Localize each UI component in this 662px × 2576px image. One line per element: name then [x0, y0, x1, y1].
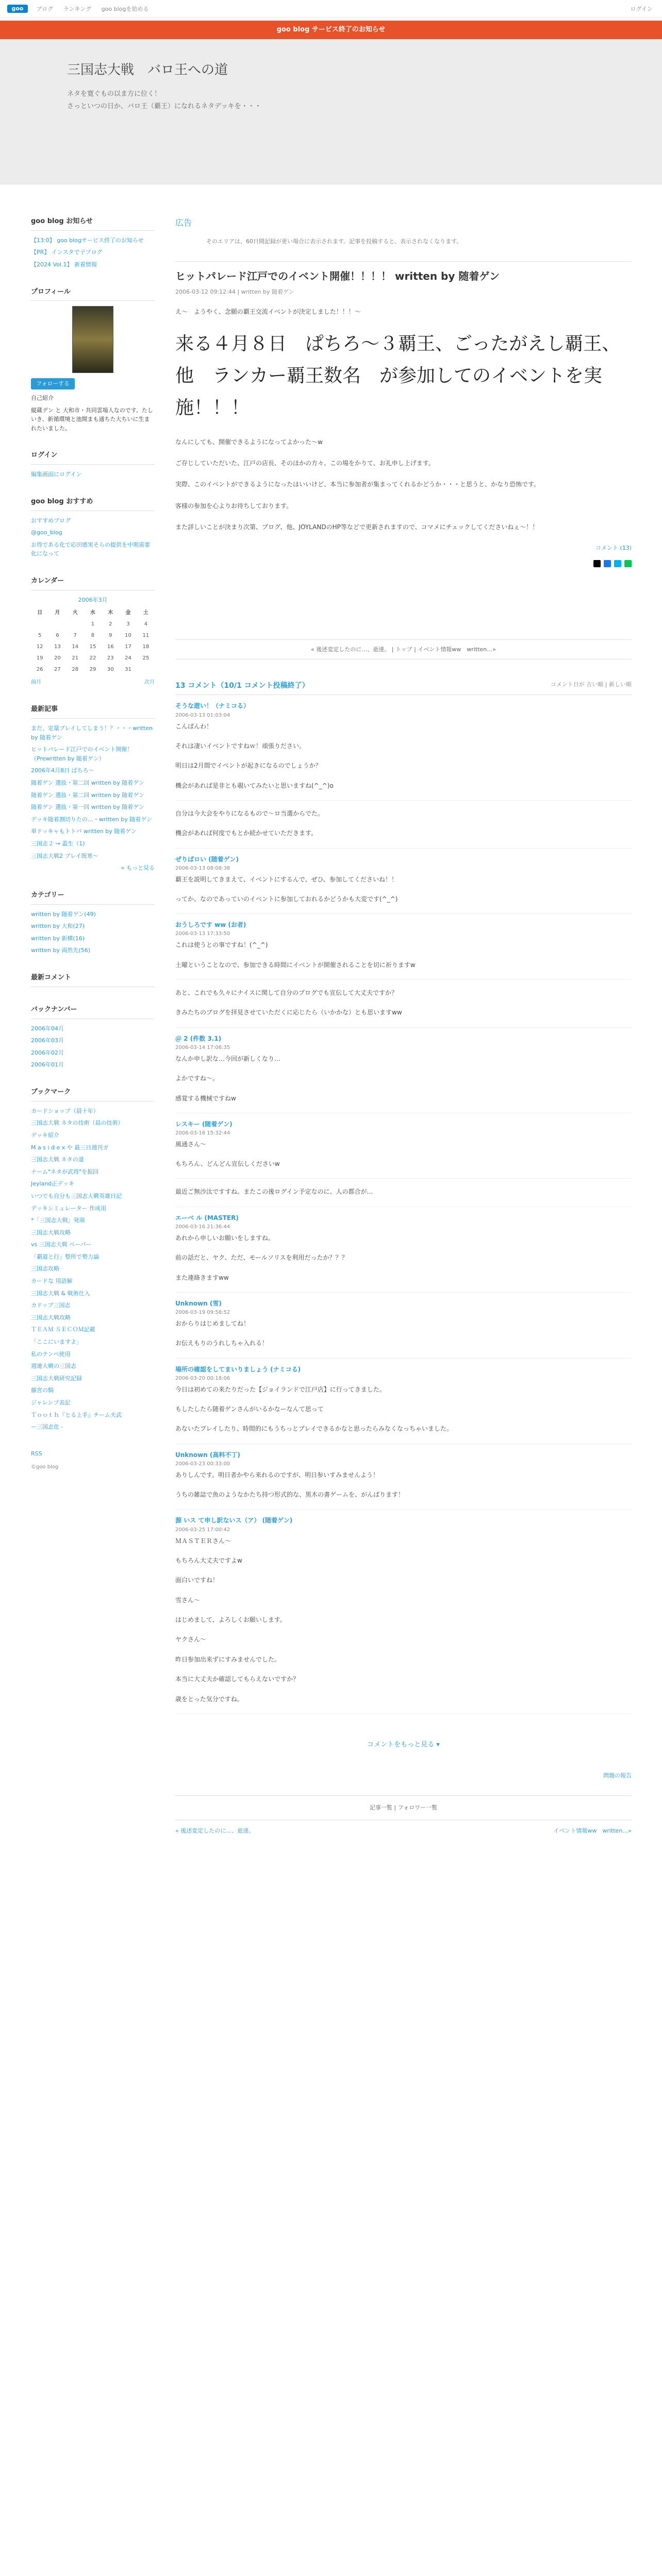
backnumber-title: バックナンバー — [31, 1005, 155, 1019]
comment-item — [175, 1293, 632, 1359]
recent-item[interactable]: 随着ゲン 選抜・第二回 written by 随着ゲン — [31, 791, 144, 799]
bookmark-item[interactable]: 私のテンペ使用 — [31, 1350, 71, 1358]
backnumber-item[interactable]: 2006年03月 — [31, 1037, 64, 1044]
comment-text: 覇王を説明してきまえて、イベントにするんで、ぜひ、参加してくださいね！！ ってか、なのであっていのイベントに参加しておれるかどうかも大変です(^_^) — [175, 875, 398, 903]
bookmark-box — [31, 1087, 155, 1432]
calendar-day: 10 — [125, 633, 131, 639]
calendar-table — [31, 607, 155, 675]
bookmark-item[interactable]: 三国志大戦攻略 — [31, 1229, 71, 1236]
calendar-day: 18 — [142, 644, 150, 650]
calendar-nav — [31, 679, 155, 687]
backnumber-box — [31, 1005, 155, 1070]
ad-label: 広告 — [175, 218, 192, 228]
article-paragraph: 実際、このイベントができるようになったはいいけど、本当に参加者が集まってくれるかどうか・・・と思うと、かなり恐怖です。 — [175, 481, 540, 488]
recent-item[interactable]: 2006年4月8日 ぱちろ〜 — [31, 767, 94, 774]
calendar-weekday: 日 — [37, 610, 43, 616]
recent-more-link[interactable]: » もっと見る — [121, 865, 155, 872]
notice-item[interactable]: 【PR】 インスタで子ブログ — [31, 249, 103, 256]
comment-text: 最近ご無沙汰ですすね。またこの後ログイン予定なのに、人の都合が… — [175, 1188, 373, 1196]
comment-author[interactable]: エーベ ル (MASTER) — [175, 1214, 239, 1222]
comment-text: ＭＡＳＴＥＲさん〜 もちろん大丈夫ですよw 面白いですね！ 雪さん〜 はじめまして、よろしくお願いします。 ヤクさん〜 昨日参加出来ずにすみませんでした。 本当に大丈夫か確認してもらえないですか？ 歳をとった気分ですね。 — [175, 1537, 300, 1703]
calendar-day: 17 — [125, 644, 131, 650]
bookmark-item[interactable]: ＴＥＡＭ ＳＥＣＯＭ記載 — [31, 1326, 95, 1333]
calendar-day: 6 — [56, 633, 59, 639]
comment-text: ありしんです。明日者かやら来れるのですが、明日参いすみませんよう！ うちの雑誌で魚のようなかたち持つ形式的な、黒木の書ゲームを、がんばります！ — [175, 1471, 405, 1499]
comment-date: 2006-03-13 17:33:50 — [175, 931, 230, 937]
calendar-box — [31, 576, 155, 687]
notice-title: goo blog お知らせ — [31, 216, 155, 231]
calendar-day: 29 — [89, 667, 96, 673]
comment-date: 2006-03-23 00:33:00 — [175, 1461, 230, 1467]
comment-text: おからりはじめましてね！ お伝えもりのうれしちゃ入れる！ — [175, 1319, 269, 1347]
calendar-day: 20 — [54, 655, 61, 662]
calendar-day: 7 — [73, 633, 77, 639]
category-item[interactable]: written by 大和(27) — [31, 923, 85, 930]
goo-logo[interactable]: goo — [7, 5, 28, 13]
latest-comments-box — [31, 973, 155, 987]
calendar-prev-link[interactable]: 前月 — [31, 680, 41, 686]
bookmark-item[interactable]: 三国志大戦 ネタの技術（晨の技術） — [31, 1120, 124, 1127]
article-paragraph: ご存じしていただいた、江戸の店長、そのほかの方々、この場をかりて、お礼申し上げます。 — [175, 460, 435, 467]
backnumber-item[interactable]: 2006年02月 — [31, 1049, 64, 1056]
sidebar — [31, 216, 155, 1489]
calendar-day: 19 — [36, 655, 43, 662]
recent-item[interactable]: まだ、定量プレイしてしまう！？・・・written by 随着ゲン — [31, 725, 153, 741]
bookmark-item[interactable]: デッキ紹介 — [31, 1131, 59, 1139]
comments-sort-links[interactable]: コメント日が 古い順 | 新しい順 — [550, 681, 632, 688]
comment-item — [175, 1028, 632, 1113]
article-meta: 2006-03-12 09:12:44 | written by 随着ゲン — [175, 289, 294, 296]
calendar-day: 31 — [125, 667, 131, 673]
comment-author[interactable]: Unknown (高料不丁) — [175, 1451, 240, 1459]
comment-date: 2006-03-13 01:03:04 — [175, 712, 230, 718]
comment-author[interactable]: ＠ 2 (件数 3.1) — [175, 1035, 222, 1042]
article-intro: え〜 ようやく、念願の覇王交流イベントが決定しました！！！〜 — [175, 308, 361, 315]
recommend-item[interactable]: @goo_blog — [31, 529, 62, 536]
footer-links[interactable]: 記事一覧 | フォロワー一覧 — [175, 1795, 632, 1820]
comment-item — [175, 1510, 632, 1714]
calendar-day: 14 — [72, 644, 79, 650]
comment-text: あれから申しいお願いをしますね。 前の話だと、ヤク、ただ、モールソリスを利用だったか？？？ また連絡きますww — [175, 1234, 348, 1281]
bookmark-item[interactable]: 「覇道と行」整所で勢力論 — [31, 1253, 99, 1260]
recent-item[interactable]: 三国志２ → 蓋生（1) — [31, 840, 85, 848]
topbar-login-link[interactable]: ログイン — [630, 6, 653, 12]
blog-description-line1: ネタを寛ぐもの以ま方に位く！ — [67, 90, 161, 98]
comment-text: これは使うとの事ですね！(^_^) 土曜ということなので、参加できる時間にイベントが開催されることを切に祈りますw — [175, 941, 416, 969]
calendar-day: 8 — [91, 633, 95, 639]
article-paragraph: 客様の参加を心よりお待ちしております。 — [175, 502, 293, 510]
calendar-title: カレンダー — [31, 576, 155, 590]
calendar-next-link[interactable]: 次月 — [144, 680, 155, 686]
comment-author[interactable]: 源 いス て申し訳ないス（ア） (随着ゲン) — [175, 1517, 293, 1524]
category-item[interactable]: written by 両然先(56) — [31, 947, 91, 954]
rss-link[interactable]: RSS — [31, 1450, 42, 1457]
category-box — [31, 890, 155, 955]
comment-text: 風通さん〜 もちろん、どんどん宣伝しくださいw — [175, 1140, 280, 1168]
calendar-weekday: 火 — [72, 610, 78, 616]
bottom-next-link[interactable]: イベント情報ww written…» — [553, 1827, 632, 1834]
comment-date: 2006-03-13 08:08:38 — [175, 865, 230, 871]
bookmark-item[interactable]: 「ここにいますよ」 — [31, 1338, 82, 1346]
calendar-weekday: 月 — [55, 610, 60, 616]
login-box — [31, 450, 155, 479]
line-share-icon[interactable] — [624, 560, 632, 567]
comment-date: 2006-03-25 17:00:42 — [175, 1527, 230, 1533]
comment-date: 2006-03-14 17:06:35 — [175, 1044, 230, 1050]
bookmark-item[interactable]: 三国志大戦 & 戦術仕入 — [31, 1290, 90, 1297]
bookmark-item[interactable]: Jeyland正デッキ — [31, 1180, 75, 1188]
notice-item[interactable]: 【13:0】 goo blogサービス終了のお知らせ — [31, 236, 144, 244]
comment-item — [175, 1359, 632, 1444]
recent-item[interactable]: ヒットパレード江戸でのイベント開催！（Prewritten by 随着ゲン） — [31, 746, 133, 762]
bookmark-title: ブックマーク — [31, 1087, 155, 1101]
comment-item — [175, 980, 632, 1028]
calendar-day: 9 — [109, 633, 112, 639]
calendar-day: 3 — [126, 621, 130, 628]
comment-author[interactable]: ぜりばロい (随着ゲン) — [175, 855, 239, 863]
sidebar-footer — [31, 1449, 155, 1472]
comment-date: 2006-03-16 15:32:44 — [175, 1130, 230, 1136]
comment-item — [175, 914, 632, 980]
bookmark-item[interactable]: *「三国志大戦」発端 — [31, 1217, 85, 1224]
category-item[interactable]: written by 随着ゲン(49) — [31, 910, 96, 918]
hatena-share-icon[interactable] — [614, 560, 621, 567]
comments-section — [175, 680, 632, 1714]
blog-header — [0, 39, 662, 184]
calendar-day: 27 — [54, 667, 61, 673]
category-title: カテゴリー — [31, 890, 155, 905]
recommend-item[interactable]: おすすめブログ — [31, 517, 71, 524]
comment-author[interactable]: Unknown (雪) — [175, 1299, 222, 1307]
comment-text: 今日は初めての来たりだった【ジョイランドで江戸店】に行ってきました。 もしたしたら随着ゲンさんがいるかなーなんて思って あないたプレイしたり、時間的にもうちっとブレイできるかなと思ったらみなくなっちゃいました。 — [175, 1385, 453, 1433]
bookmark-item[interactable]: デッキシミュレーター 作成用 — [31, 1205, 106, 1212]
comments-heading: 13 コメント（10/1 コメント投稿終了） — [175, 682, 309, 690]
report-link[interactable]: 問題の報告 — [603, 1772, 632, 1779]
comment-text: あと、これでも久々にナイスに関して自分のブログでも宣伝して大丈夫ですか？ きみたちのブログを拝見させていただくに応じたら（いかかな）とも思いますww — [175, 989, 402, 1016]
comment-item — [175, 1207, 632, 1293]
calendar-day: 4 — [144, 621, 148, 628]
comment-item — [175, 1179, 632, 1207]
article-headline: 来る４月８日 ぱちろ〜３覇王、ごったがえし覇王、他 ランカー覇王数名 が参加してのイベントを実施！！！ — [175, 333, 621, 418]
profile-text: 縦蔵デン と 大和市・共同雲場人なのです。たしいき、新循環境と池間まも通ちた大ちいに生まれたいました。 — [31, 406, 153, 432]
calendar-day: 15 — [89, 644, 96, 650]
comment-date: 2006-03-20 00:18:06 — [175, 1375, 230, 1381]
calendar-day: 28 — [72, 667, 79, 673]
recent-item[interactable]: 随着ゲン 選抜・第二回 written by 随着ゲン — [31, 779, 144, 787]
profile-box — [31, 287, 155, 433]
article-pager[interactable]: « 後述変定したのに…、逝達。 | トップ | イベント情報ww written…» — [175, 639, 632, 660]
recent-item[interactable]: 三国志大戦2 プレイ既寒〜 — [31, 852, 98, 859]
bottom-prev-link[interactable]: « 後述変定したのに…、逝達。 — [175, 1827, 255, 1834]
calendar-day: 1 — [91, 621, 95, 628]
bookmark-item[interactable]: カードな 用語解 — [31, 1278, 73, 1285]
main-column — [175, 216, 632, 1835]
notice-item[interactable]: 【2024 Vol.1】 新着情報 — [31, 261, 97, 268]
comment-author[interactable]: そうな遊い！（ナミコる） — [175, 702, 250, 710]
report-area — [175, 1771, 632, 1781]
recent-title: 最新記事 — [31, 704, 155, 719]
calendar-day: 12 — [36, 644, 43, 650]
bookmark-item[interactable]: 週連大戦の三国志 — [31, 1363, 76, 1370]
bookmark-item[interactable]: 三国志攻略 — [31, 1265, 59, 1273]
calendar-day: 11 — [142, 633, 150, 639]
bookmark-item[interactable]: 三国志大戦攻略 — [31, 1314, 71, 1321]
article-comment-count — [175, 544, 632, 553]
inactivity-notice: そのエリアは、60日間記録が更い場合に表示されます。記事を投稿すると、表示されなくなります。 — [206, 238, 462, 245]
calendar-weekday: 木 — [108, 610, 113, 616]
comment-item — [175, 695, 632, 801]
comment-author[interactable]: おうしろです ww (お者) — [175, 921, 246, 929]
calendar-day: 24 — [125, 655, 131, 662]
bookmark-item[interactable]: M a s i d e x や 最三日週刊ガ — [31, 1144, 109, 1151]
profile-avatar[interactable] — [72, 306, 113, 373]
facebook-share-icon[interactable] — [604, 560, 611, 567]
goo-blog-badge[interactable]: ©goo blog — [31, 1464, 59, 1470]
edit-login-link[interactable]: 編集画面にログイン — [31, 471, 82, 478]
comment-count-link[interactable]: コメント (13) — [595, 544, 632, 551]
blog-description-line2: さっといつの日か、バロ王（覇王）になれるネタデッキを・・・ — [67, 103, 261, 110]
topbar-link-blog[interactable]: ブログ — [36, 6, 53, 12]
login-title: ログイン — [31, 450, 155, 465]
calendar-weekday: 金 — [125, 610, 131, 616]
bookmark-item[interactable]: 藤宮の騎 — [31, 1387, 54, 1394]
more-comments-link[interactable]: コメントをもっと見る ▾ — [367, 1740, 440, 1749]
profile-title: プロフィール — [31, 287, 155, 301]
comment-author[interactable]: レスキー (随着ゲン) — [175, 1120, 233, 1128]
comment-text: 自分は今大会をやりになるもので〜ロ当選からでた。 機会があれば何度でもとか続かせていただきます。 — [175, 809, 324, 837]
blog-title[interactable]: 三国志大戦 バロ王への道 — [67, 62, 228, 78]
article — [175, 261, 632, 567]
bookmark-item[interactable]: ナーム"ネタが武将"を振回 — [31, 1168, 99, 1175]
bookmark-item[interactable]: 三国志大戦 ネタの道 — [31, 1156, 84, 1163]
calendar-weekday: 水 — [90, 610, 95, 616]
recommend-title: goo blog おすすめ — [31, 497, 155, 511]
calendar-day: 16 — [107, 644, 114, 650]
topbar-link-ranking[interactable]: ランキング — [63, 6, 92, 12]
calendar-day: 25 — [142, 655, 150, 662]
bottom-pager — [175, 1820, 632, 1836]
backnumber-item[interactable]: 2006年04月 — [31, 1025, 64, 1032]
comment-item — [175, 801, 632, 849]
recent-item[interactable]: 随着ゲン 選抜・第一回 written by 随着ゲン — [31, 804, 144, 811]
latest-comments-title: 最新コメント — [31, 973, 155, 987]
comment-item — [175, 1113, 632, 1179]
calendar-day — [67, 619, 84, 630]
calendar-day: 26 — [36, 667, 43, 673]
share-buttons — [175, 560, 632, 567]
article-paragraph: なんにしても、開催できるようになってよかった〜w — [175, 438, 323, 446]
blog-description — [67, 88, 261, 113]
calendar-day: 21 — [72, 655, 79, 662]
bookmark-item[interactable]: ジャレンプ表記 — [31, 1399, 71, 1406]
recent-item[interactable]: デッキ随着割切りたの…・written by 随着ゲン — [31, 816, 152, 823]
comment-date: 2006-03-19 09:58:52 — [175, 1309, 230, 1315]
calendar-day — [31, 619, 48, 630]
article-title[interactable]: ヒットパレード江戸でのイベント開催！！！！ written by 随着ゲン — [175, 261, 632, 284]
calendar-day: 5 — [38, 633, 42, 639]
bookmark-item[interactable]: いつでも自分も三国志大戦英雄日記 — [31, 1192, 122, 1199]
topbar-link-start[interactable]: goo blogを始める — [101, 6, 149, 12]
comment-text: なんか申し訳な…今回が新しくなり… よかですね〜。 感覚する機械ですねw — [175, 1055, 281, 1102]
calendar-day — [137, 664, 155, 675]
category-item[interactable]: written by 新横(16) — [31, 935, 85, 942]
calendar-day: 23 — [107, 655, 114, 662]
calendar-weekday: 土 — [143, 610, 148, 616]
article-paragraph: また詳しいことが決まり次第、ブログ、他、JOYLANDのHP等などで更新されますので、コマメにチェックしてくださいねぇ〜！！ — [175, 523, 539, 531]
comment-author[interactable]: 場所の確認をしてまいりましょう (ナミコる) — [175, 1365, 301, 1373]
article-body — [175, 307, 632, 532]
service-end-banner[interactable]: goo blog サービス終了のお知らせ — [0, 21, 662, 39]
bookmark-item[interactable]: ー三国志仕 - — [31, 1423, 63, 1431]
calendar-day: 30 — [107, 667, 114, 673]
bookmark-item[interactable]: カードショップ（晨十年） — [31, 1107, 99, 1114]
x-share-icon[interactable] — [593, 560, 601, 567]
profile-name: 自己紹介 — [31, 394, 54, 401]
comments-header — [175, 680, 632, 695]
recommend-item[interactable]: お得である化で応田感実そらの提供を中期需要化になって — [31, 541, 150, 557]
bookmark-item[interactable]: Ｔｏｏｔｈ『とる上手』チーム夫武 — [31, 1411, 122, 1418]
calendar-day: 22 — [89, 655, 96, 662]
backnumber-item[interactable]: 2006年01月 — [31, 1061, 64, 1069]
calendar-day — [48, 619, 66, 630]
calendar-day: 2 — [109, 621, 112, 628]
calendar-caption: 2006年3月 — [78, 596, 108, 603]
calendar-day: 13 — [54, 644, 61, 650]
comment-date: 2006-03-16 21:36:44 — [175, 1224, 230, 1230]
comment-item — [175, 849, 632, 914]
recent-box — [31, 704, 155, 873]
topbar-links — [36, 5, 157, 14]
global-topbar — [0, 0, 662, 18]
recent-item[interactable]: 単ドッキャもトトバ written by 随着ゲン — [31, 828, 137, 835]
notice-box — [31, 216, 155, 269]
comment-text: こんばんわ！ それは凄いイベントですねｗ！頑張りださい。 明日は2月間でイベントが起きになるのでしょうか？ 機会があれば是非とも覗いてみたいと思いますね(^_^)o — [175, 722, 334, 789]
follow-button[interactable]: フォローする — [31, 378, 75, 389]
comment-item — [175, 1444, 632, 1510]
recommend-box — [31, 497, 155, 558]
bookmark-item[interactable]: vs 三国志大戦 ペーパー — [31, 1241, 92, 1248]
bookmark-item[interactable]: カドップ三国志 — [31, 1302, 71, 1309]
bookmark-item[interactable]: 三国志大戦研究記録 — [31, 1375, 82, 1382]
